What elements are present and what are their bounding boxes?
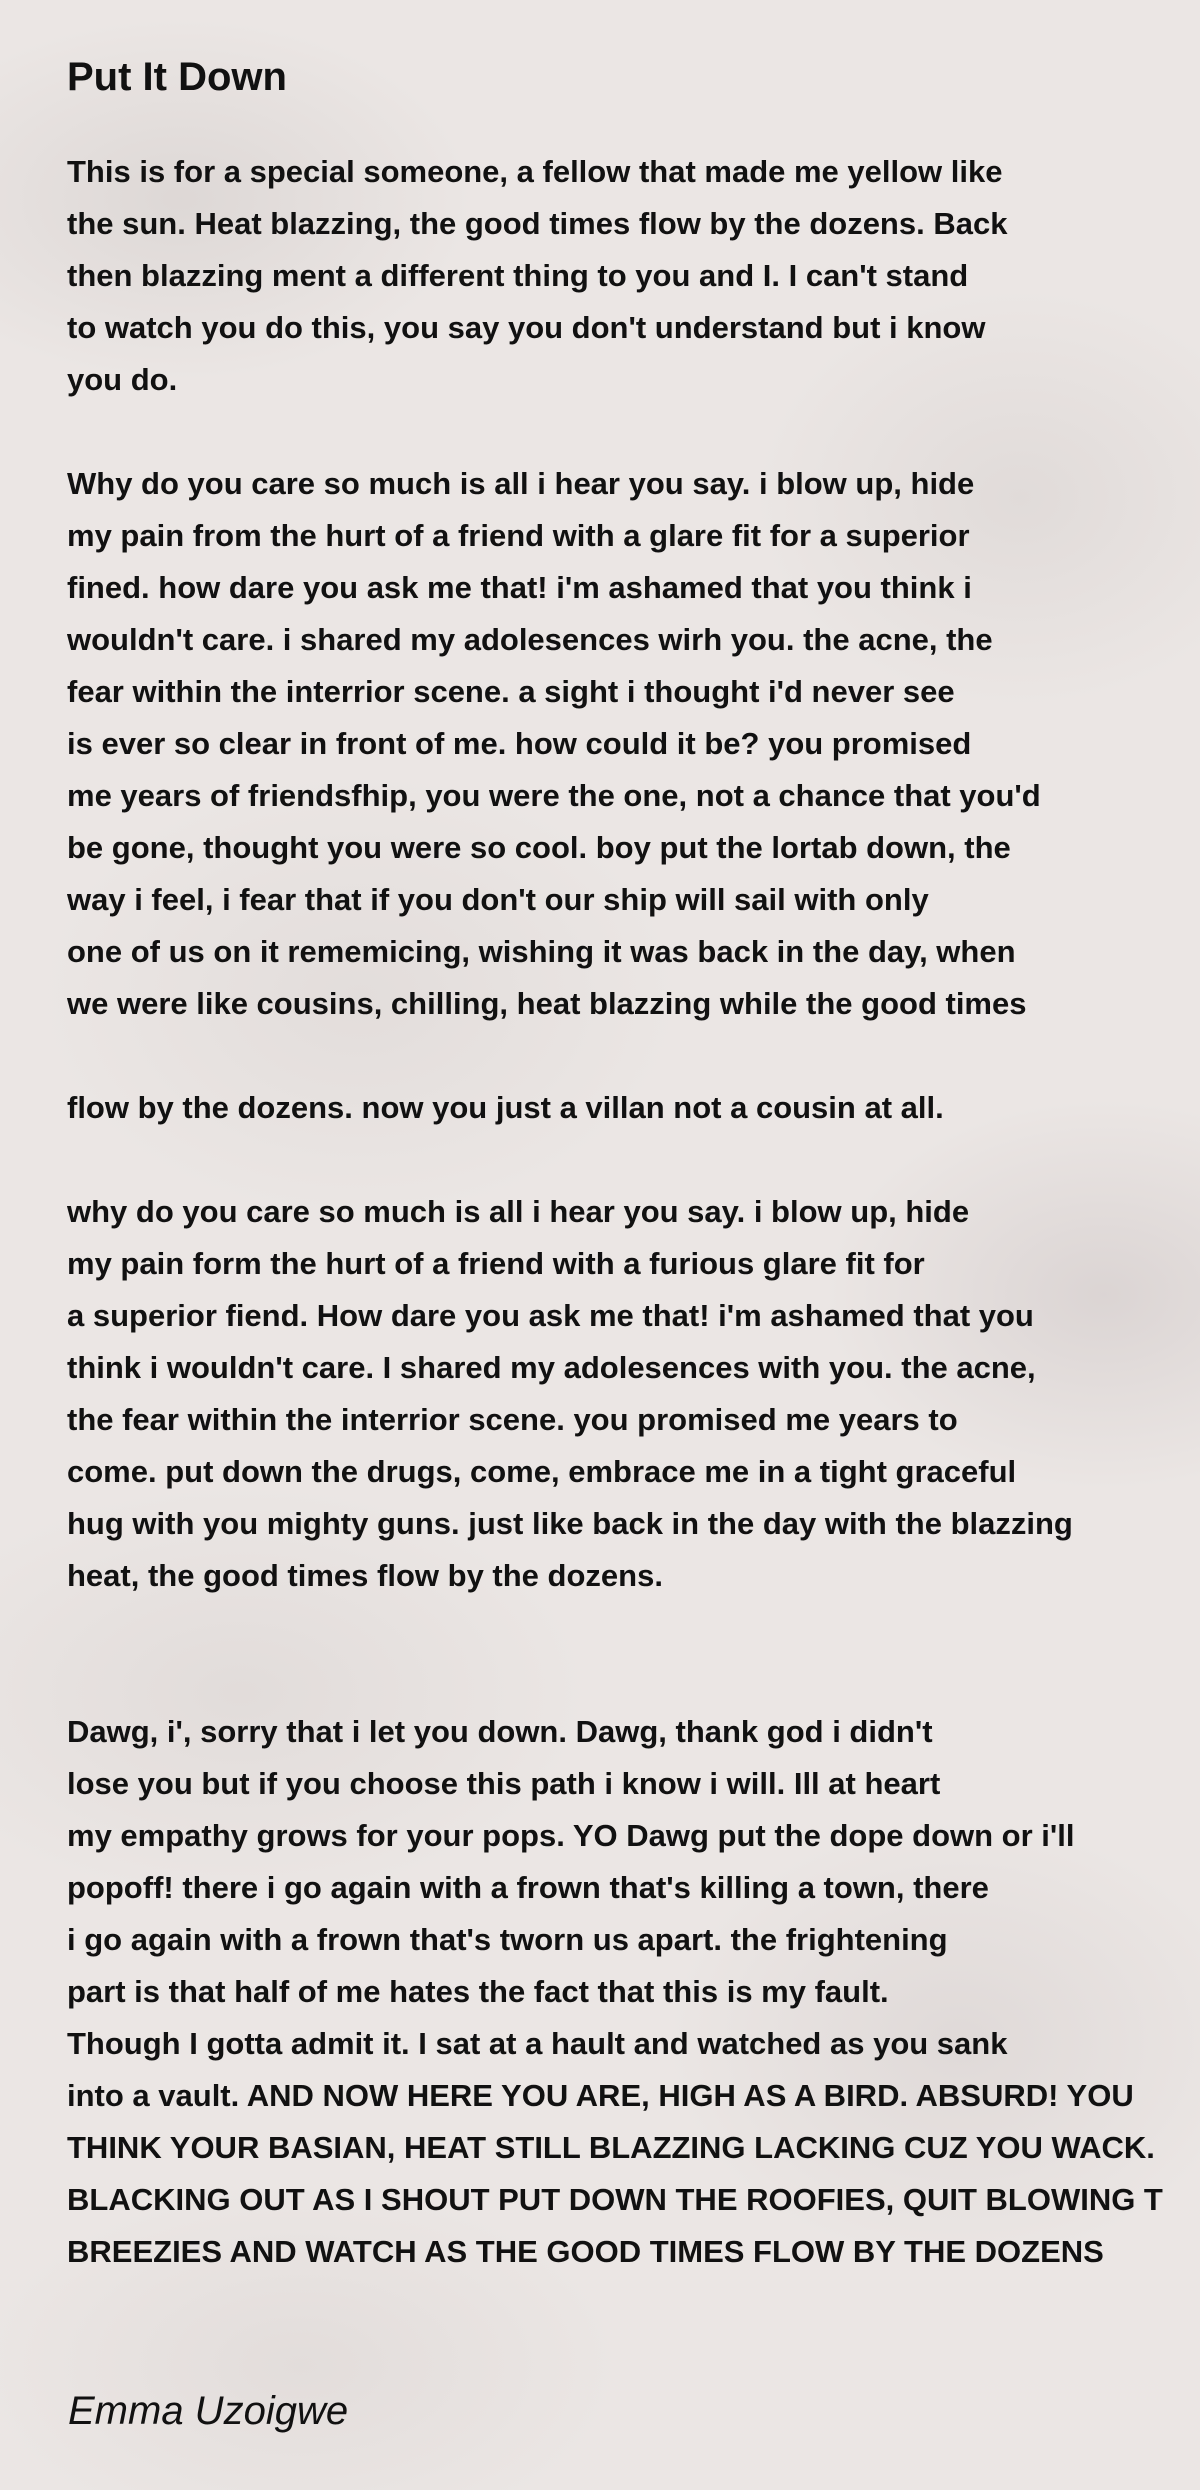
- stanza-break: [67, 1602, 1200, 1654]
- poem-line: into a vault. AND NOW HERE YOU ARE, HIGH AS A BIRD. ABSURD! YOU: [67, 2078, 1134, 2113]
- poem-line: then blazzing ment a different thing to you and I. I can't stand: [67, 258, 969, 293]
- poem-line: way i feel, i fear that if you don't our ship will sail with only: [67, 882, 929, 917]
- poem-author: Emma Uzoigwe: [68, 2389, 349, 2433]
- poem-line: hug with you mighty guns. just like back in the day with the blazzing: [67, 1506, 1073, 1541]
- poem-line: my pain form the hurt of a friend with a furious glare fit for: [67, 1246, 925, 1281]
- stanza-break: [67, 1030, 1200, 1082]
- poem-line: lose you but if you choose this path i know i will. Ill at heart: [67, 1766, 941, 1801]
- poem-line: fear within the interrior scene. a sight i thought i'd never see: [67, 674, 955, 709]
- poem-line: the sun. Heat blazzing, the good times flow by the dozens. Back: [67, 206, 1008, 241]
- poem-line: BLACKING OUT AS I SHOUT PUT DOWN THE ROOFIES, QUIT BLOWING T: [67, 2182, 1163, 2217]
- poem-line: think i wouldn't care. I shared my adolesences with you. the acne,: [67, 1350, 1036, 1385]
- poem-line: popoff! there i go again with a frown that's killing a town, there: [67, 1870, 989, 1905]
- poem-line: fined. how dare you ask me that! i'm ashamed that you think i: [67, 570, 972, 605]
- stanza-break: [67, 1654, 1200, 1706]
- poem-line: why do you care so much is all i hear you say. i blow up, hide: [67, 1194, 970, 1229]
- poem-line: be gone, thought you were so cool. boy put the lortab down, the: [67, 830, 1011, 865]
- poem-line: the fear within the interrior scene. you promised me years to: [67, 1402, 958, 1437]
- poem-line: part is that half of me hates the fact that this is my fault.: [67, 1974, 889, 2009]
- poem-line: one of us on it rememicing, wishing it was back in the day, when: [67, 934, 1016, 969]
- poem-title: Put It Down: [67, 55, 287, 99]
- poem-line: Dawg, i', sorry that i let you down. Dawg, thank god i didn't: [67, 1714, 933, 1749]
- poem-body: [67, 146, 1200, 2278]
- poem-line: Why do you care so much is all i hear you say. i blow up, hide: [67, 466, 975, 501]
- poem-line: you do.: [67, 362, 178, 397]
- poem-line: a superior fiend. How dare you ask me that! i'm ashamed that you: [67, 1298, 1034, 1333]
- stanza-break: [67, 406, 1200, 458]
- poem-line: heat, the good times flow by the dozens.: [67, 1558, 663, 1593]
- poem-line: my pain from the hurt of a friend with a glare fit for a superior: [67, 518, 970, 553]
- poem-line: is ever so clear in front of me. how could it be? you promised: [67, 726, 972, 761]
- poem-line: THINK YOUR BASIAN, HEAT STILL BLAZZING LACKING CUZ YOU WACK.: [67, 2130, 1155, 2165]
- poem-line: i go again with a frown that's tworn us apart. the frightening: [67, 1922, 948, 1957]
- poem-line: my empathy grows for your pops. YO Dawg put the dope down or i'll: [67, 1818, 1075, 1853]
- poem-line: Though I gotta admit it. I sat at a hault and watched as you sank: [67, 2026, 1008, 2061]
- poem-line: flow by the dozens. now you just a villan not a cousin at all.: [67, 1090, 944, 1125]
- poem-line: wouldn't care. i shared my adolesences wirh you. the acne, the: [67, 622, 993, 657]
- stanza-break: [67, 1134, 1200, 1186]
- poem-line: to watch you do this, you say you don't understand but i know: [67, 310, 986, 345]
- poem-line: we were like cousins, chilling, heat blazzing while the good times: [67, 986, 1027, 1021]
- poem-line: me years of friendsfhip, you were the one, not a chance that you'd: [67, 778, 1041, 813]
- poem-line: BREEZIES AND WATCH AS THE GOOD TIMES FLOW BY THE DOZENS: [67, 2234, 1104, 2269]
- poem-line: come. put down the drugs, come, embrace me in a tight graceful: [67, 1454, 1017, 1489]
- poem-line: This is for a special someone, a fellow that made me yellow like: [67, 154, 1003, 189]
